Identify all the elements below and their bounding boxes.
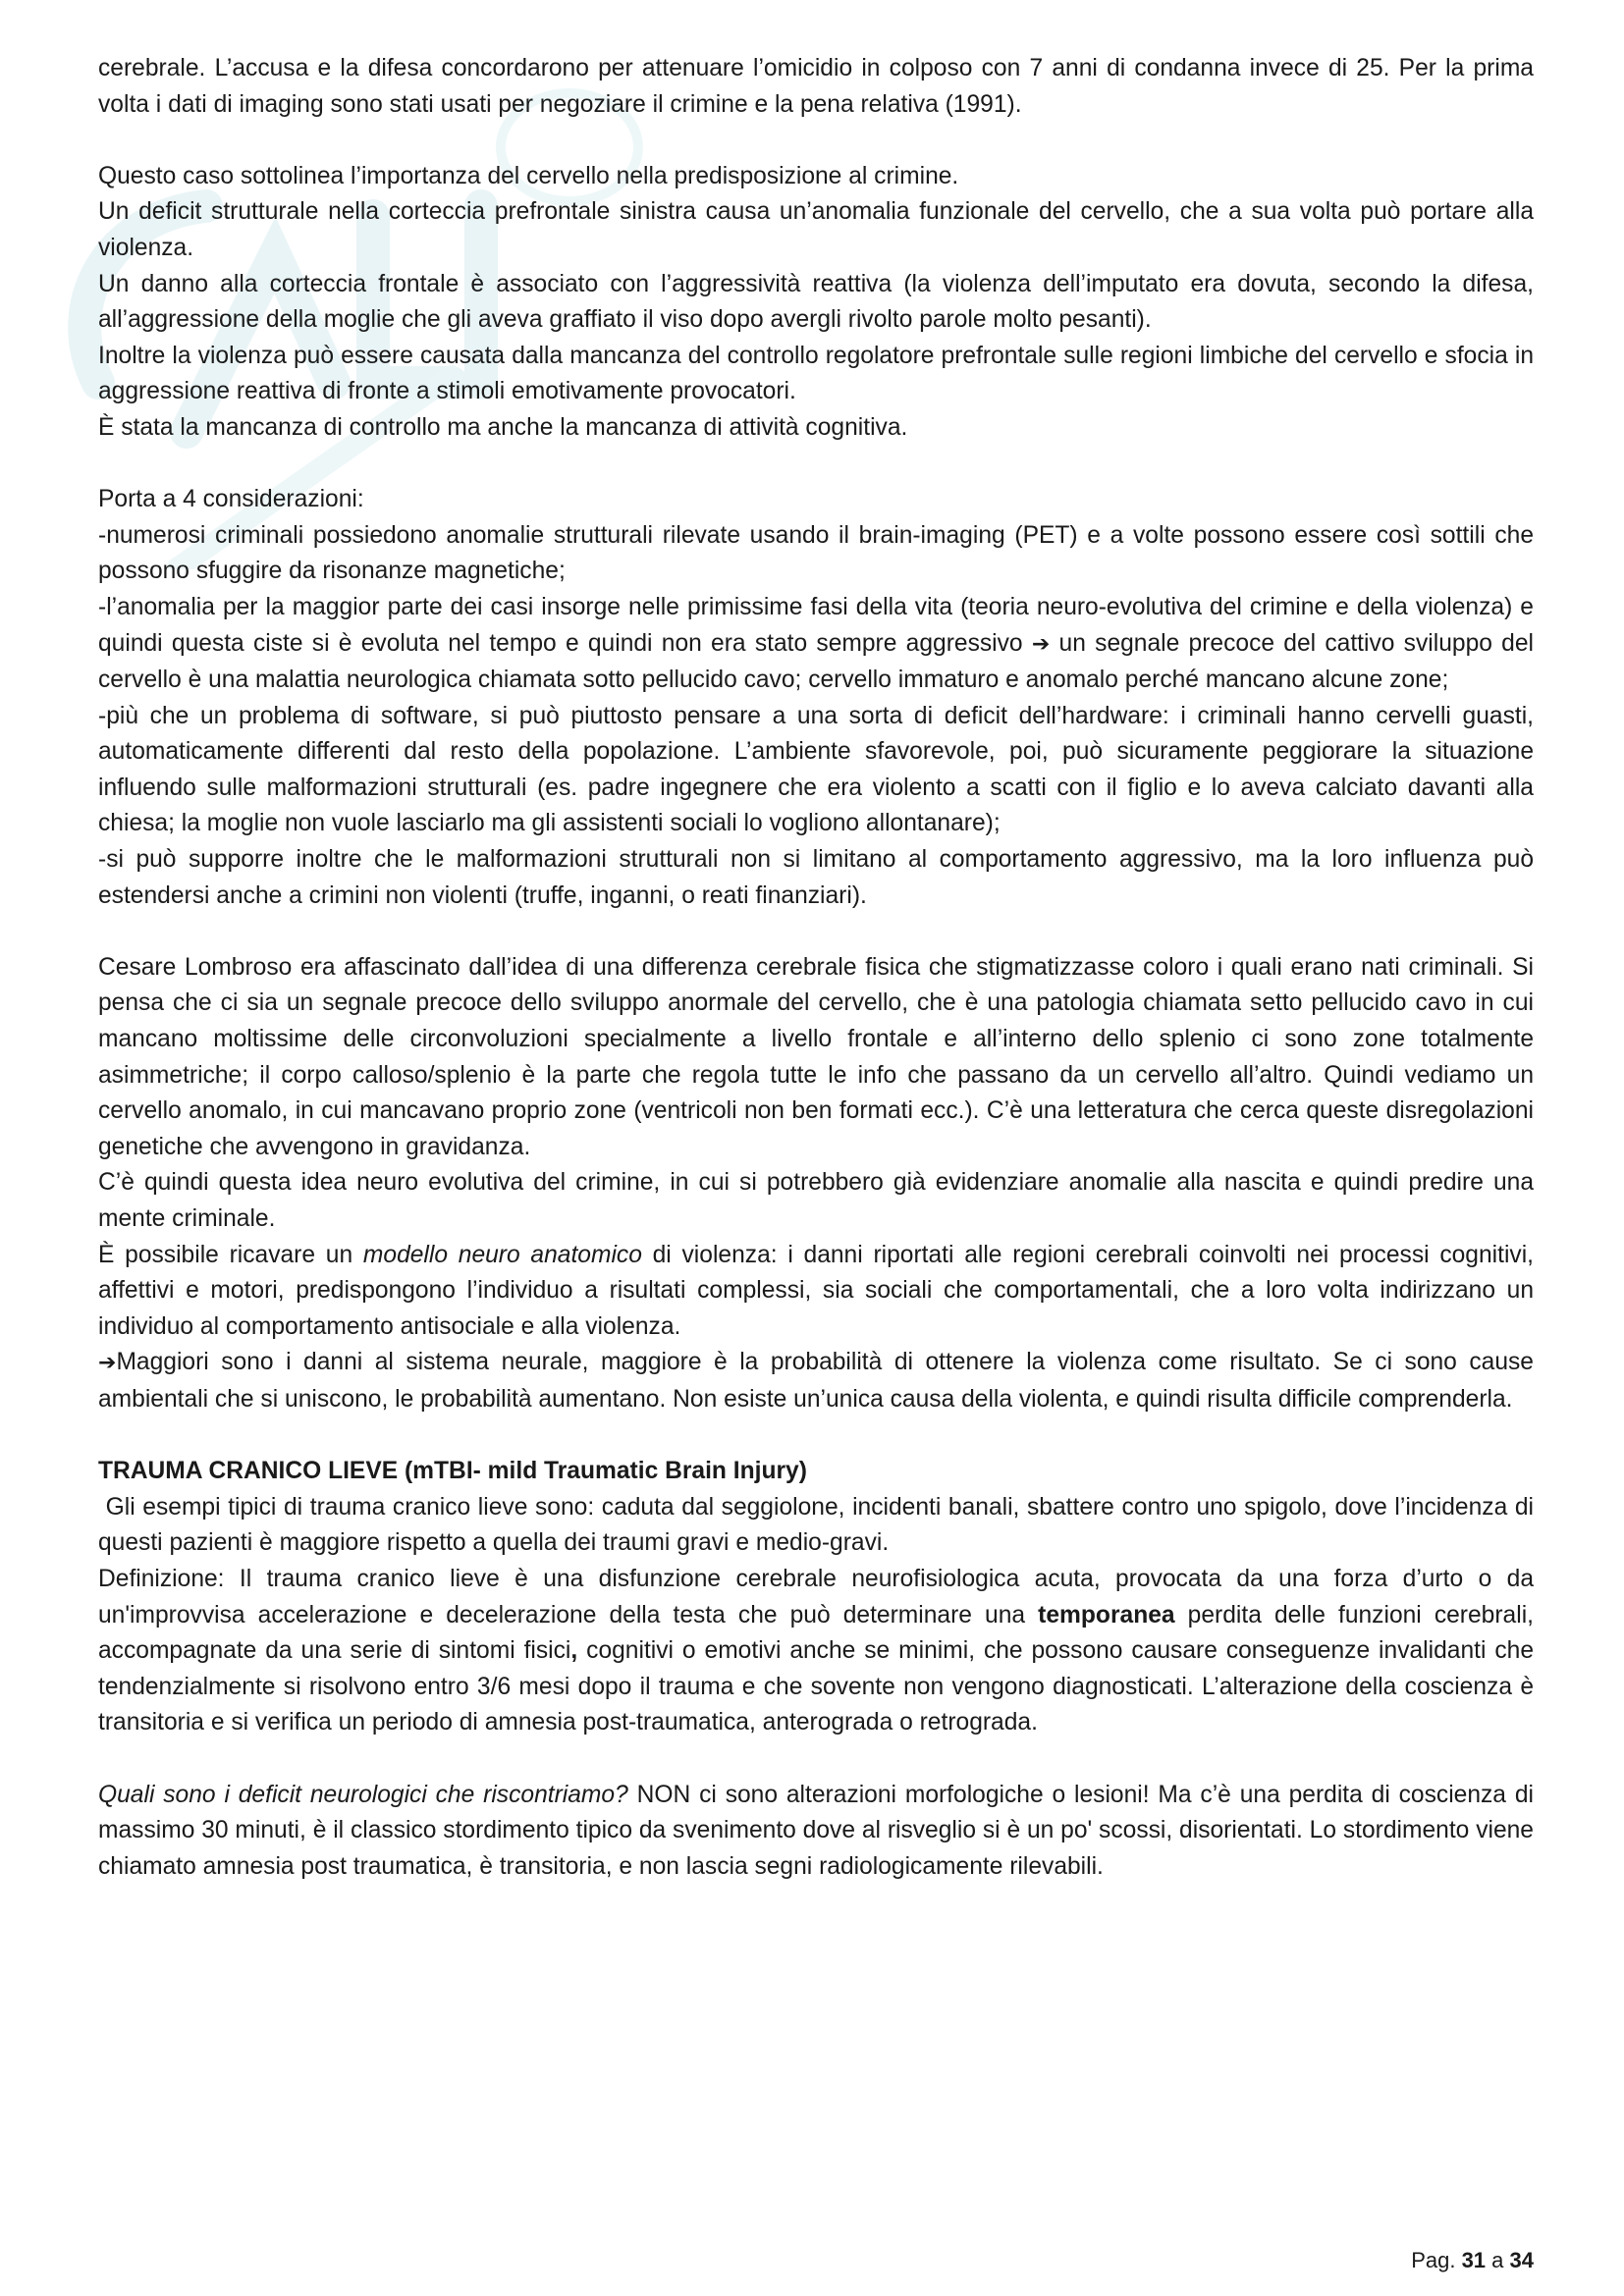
page-number: Pag. 31 a 34	[1411, 2248, 1534, 2272]
document-body	[98, 51, 1541, 1885]
section-heading: TRAUMA CRANICO LIEVE (mTBI- mild Traumatic Brain Injury)	[98, 1458, 807, 1485]
paragraph: Un deficit strutturale nella corteccia prefrontale sinistra causa un’anomalia funzionale del cervello, che a sua volta può portare alla violenza.	[98, 198, 1534, 261]
paragraph: Quali sono i deficit neurologici che riscontriamo? NON ci sono alterazioni morfologiche o lesioni! Ma c’è una perdita di coscienza di massimo 30 minuti, è il classico stordimento tipico da svenimento dove al risveglio si è un po' scossi, disorientati. Lo stordimento viene chiamato amnesia post traumatica, è transitoria, e non lascia segni radiologicamente rilevabili.	[98, 1781, 1534, 1880]
paragraph: È possibile ricavare un modello neuro anatomico di violenza: i danni riportati alle regioni cerebrali coinvolti nei processi cognitivi, affettivi e motori, predispongono l’individuo a risultati complessi, sia sociali che comportamentali, che a loro volta indirizzano un individuo al comportamento antisociale e alla violenza.	[98, 1241, 1535, 1340]
paragraph: Porta a 4 considerazioni:	[98, 486, 364, 513]
paragraph: Definizione: Il trauma cranico lieve è una disfunzione cerebrale neurofisiologica acuta, provocata da una forza d’urto o da un'improvvisa accelerazione e decelerazione della testa che può determinare una temporanea perdita delle funzioni cerebrali, accompagnate da una serie di sintomi fisici, cognitivi o emotivi anche se minimi, che possono causare conseguenze invalidanti che tendenzialmente si risolvono entro 3/6 mesi dopo il trauma e che sovente non vengono diagnosticati. L’alterazione della coscienza è transitoria e si verifica un periodo di amnesia post-traumatica, anterograda o retrograda.	[98, 1565, 1534, 1736]
paragraph: ➔Maggiori sono i danni al sistema neurale, maggiore è la probabilità di ottenere la violenza come risultato. Se ci sono cause ambientali che si uniscono, le probabilità aumentano. Non esiste un’unica causa della violenta, e quindi risulta difficile comprenderla.	[98, 1349, 1534, 1413]
paragraph: Inoltre la violenza può essere causata dalla mancanza del controllo regolatore prefrontale sulle regioni limbiche del cervello e sfocia in aggressione reattiva di fronte a stimoli emotivamente provocatori.	[98, 342, 1534, 405]
paragraph: Un danno alla corteccia frontale è associato con l’aggressività reattiva (la violenza dell’imputato era dovuta, secondo la difesa, all’aggressione della moglie che gli aveva graffiato il viso dopo avergli rivolto parole molto pesanti).	[98, 270, 1534, 334]
paragraph: Cesare Lombroso era affascinato dall’idea di una differenza cerebrale fisica che stigmatizzasse coloro i quali erano nati criminali. Si pensa che ci sia un segnale precoce dello sviluppo anormale del cervello, che è una patologia chiamata setto pellucido cavo in cui mancano moltissime delle circonvoluzioni specialmente a livello frontale e all’interno dello splenio ci sono zone totalmente asimmetriche; il corpo calloso/splenio è la parte che regola tutte le info che passano da un cervello all’altro. Quindi vediamo un cervello anomalo, in cui mancavano proprio zone (ventricoli non ben formati ecc.). C’è una letteratura che cerca queste disregolazioni genetiche che avvengono in gravidanza.	[98, 953, 1534, 1160]
list-item: -numerosi criminali possiedono anomalie strutturali rilevate usando il brain-imaging (PET) e a volte possono essere così sottili che possono sfuggire da risonanze magnetiche;	[98, 521, 1534, 585]
right-arrow-icon: ➔	[1031, 631, 1051, 657]
paragraph: Gli esempi tipici di trauma cranico lieve sono: caduta dal seggiolone, incidenti banali, sbattere contro uno spigolo, dove l’incidenza di questi pazienti è maggiore rispetto a quella dei traumi gravi e medio-gravi.	[98, 1493, 1541, 1557]
list-item: -l’anomalia per la maggior parte dei casi insorge nelle primissime fasi della vita (teoria neuro-evolutiva del crimine e della violenza) e quindi questa ciste si è evoluta nel tempo e quindi non era stato sempre aggressivo ➔ un segnale precoce del cattivo sviluppo del cervello è una malattia neurologica chiamata sotto pellucido cavo; cervello immaturo e anomalo perché mancano alcune zone;	[98, 593, 1534, 694]
paragraph: cerebrale. L’accusa e la difesa concordarono per attenuare l’omicidio in colposo con 7 anni di condanna invece di 25. Per la prima volta i dati di imaging sono stati usati per negoziare il crimine e la pena relativa (1991).	[98, 55, 1534, 118]
paragraph: C’è quindi questa idea neuro evolutiva del crimine, in cui si potrebbero già evidenziare anomalie alla nascita e quindi predire una mente criminale.	[98, 1169, 1534, 1232]
right-arrow-icon: ➔	[98, 1351, 117, 1376]
paragraph: È stata la mancanza di controllo ma anche la mancanza di attività cognitiva.	[98, 413, 908, 441]
paragraph: Questo caso sottolinea l’importanza del cervello nella predisposizione al crimine.	[98, 162, 959, 189]
list-item: -più che un problema di software, si può piuttosto pensare a una sorta di deficit dell’hardware: i criminali hanno cervelli guasti, automaticamente differenti dal resto della popolazione. L’ambiente sfavorevole, poi, può sicuramente peggiorare la situazione influendo sulle malformazioni strutturali (es. padre ingegnere che era violento a scatti con il figlio e lo aveva calciato davanti alla chiesa; la moglie non vuole lasciarlo ma gli assistenti sociali lo vogliono allontanare);	[98, 702, 1534, 837]
list-item: -si può supporre inoltre che le malformazioni strutturali non si limitano al comportamento aggressivo, ma la loro influenza può estendersi anche a crimini non violenti (truffe, inganni, o reati finanziari).	[98, 846, 1534, 909]
